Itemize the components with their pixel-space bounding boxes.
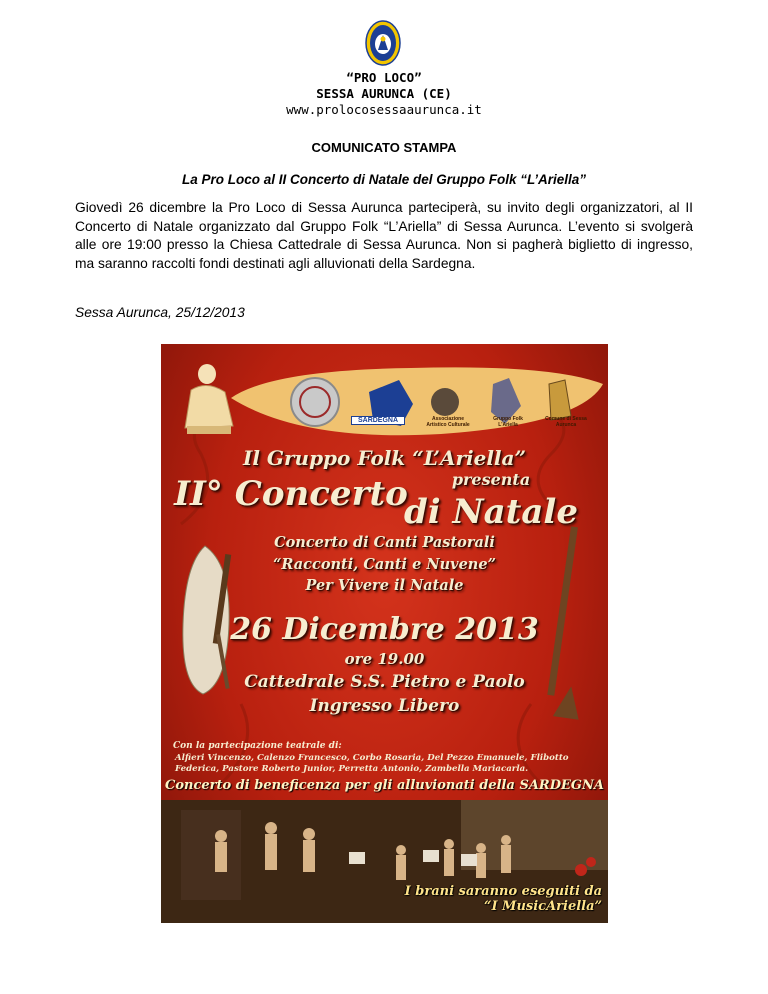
banner-org3: Comune di Sessa Aurunca [545, 416, 587, 428]
poster-natale: di Natale [404, 492, 578, 532]
place-date: Sessa Aurunca, 25/12/2013 [75, 305, 245, 320]
pro-loco-logo [365, 20, 401, 66]
poster-venue: Cattedrale S.S. Pietro e Paolo [244, 672, 525, 692]
org-website[interactable]: www.prolocosessaaurunca.it [286, 102, 482, 117]
poster-time: ore 19.00 [344, 650, 425, 668]
document-label: COMUNICATO STAMPA [311, 140, 457, 155]
poster-group-line: Il Gruppo Folk “L’Ariella” [243, 446, 526, 470]
poster-date: 26 Dicembre 2013 [230, 612, 539, 647]
event-poster [161, 344, 608, 923]
poster-charity-line: Concerto di beneficenza per gli alluvionati della SARDEGNA [165, 778, 604, 793]
poster-sub1: Concerto di Canti Pastorali [274, 534, 495, 551]
org-name: “PRO LOCO” [346, 70, 422, 85]
document-title: La Pro Loco al II Concerto di Natale del Gruppo Folk “L’Ariella” [181, 172, 587, 187]
banner-org1: Associazione Artistico Culturale [426, 416, 470, 428]
banner-org2: Gruppo Folk L'Ariella [493, 416, 523, 428]
poster-caption [405, 884, 602, 914]
poster-sub2: “Racconti, Canti e Nuvene” [273, 556, 496, 573]
press-release-paragraph: Giovedì 26 dicembre la Pro Loco di Sessa Aurunca parteciperà, su invito degli organizzatori, al II Concerto di Natale organizzato dal Gruppo Folk “L’Ariella” di Sessa Aurunca. L’evento si svolgerà alle ore 19:00 presso la Chiesa Cattedrale di Sessa Aurunca. Non si pagherà biglietto di ingresso, ma saranno raccolti fondi destinati agli alluvionati della Sardegna. [75, 200, 693, 271]
sponsor-banner [231, 362, 605, 442]
banner-sardegna: SARDEGNA [351, 416, 405, 425]
poster-entry: Ingresso Libero [309, 696, 460, 716]
org-city: SESSA AURUNCA (CE) [316, 86, 452, 101]
poster-caption-line1: I brani saranno eseguiti da [404, 884, 602, 899]
poster-sub3: Per Vivere il Natale [305, 577, 464, 594]
poster-participation-heading: Con la partecipazione teatrale di: [173, 741, 342, 751]
poster-caption-line2: “I MusicAriella” [483, 899, 602, 914]
poster-presenta: presenta [451, 470, 531, 489]
poster-concerto: II° Concerto [174, 474, 408, 514]
poster-participation-names: Alfieri Vincenzo, Calenzo Francesco, Corbo Rosaria, Del Pezzo Emanuele, Flibotto Federica, Pastore Roberto Junior, Perretta Antonio, Zambella Mariacarla. [175, 753, 569, 774]
statue-illustration [177, 356, 239, 438]
